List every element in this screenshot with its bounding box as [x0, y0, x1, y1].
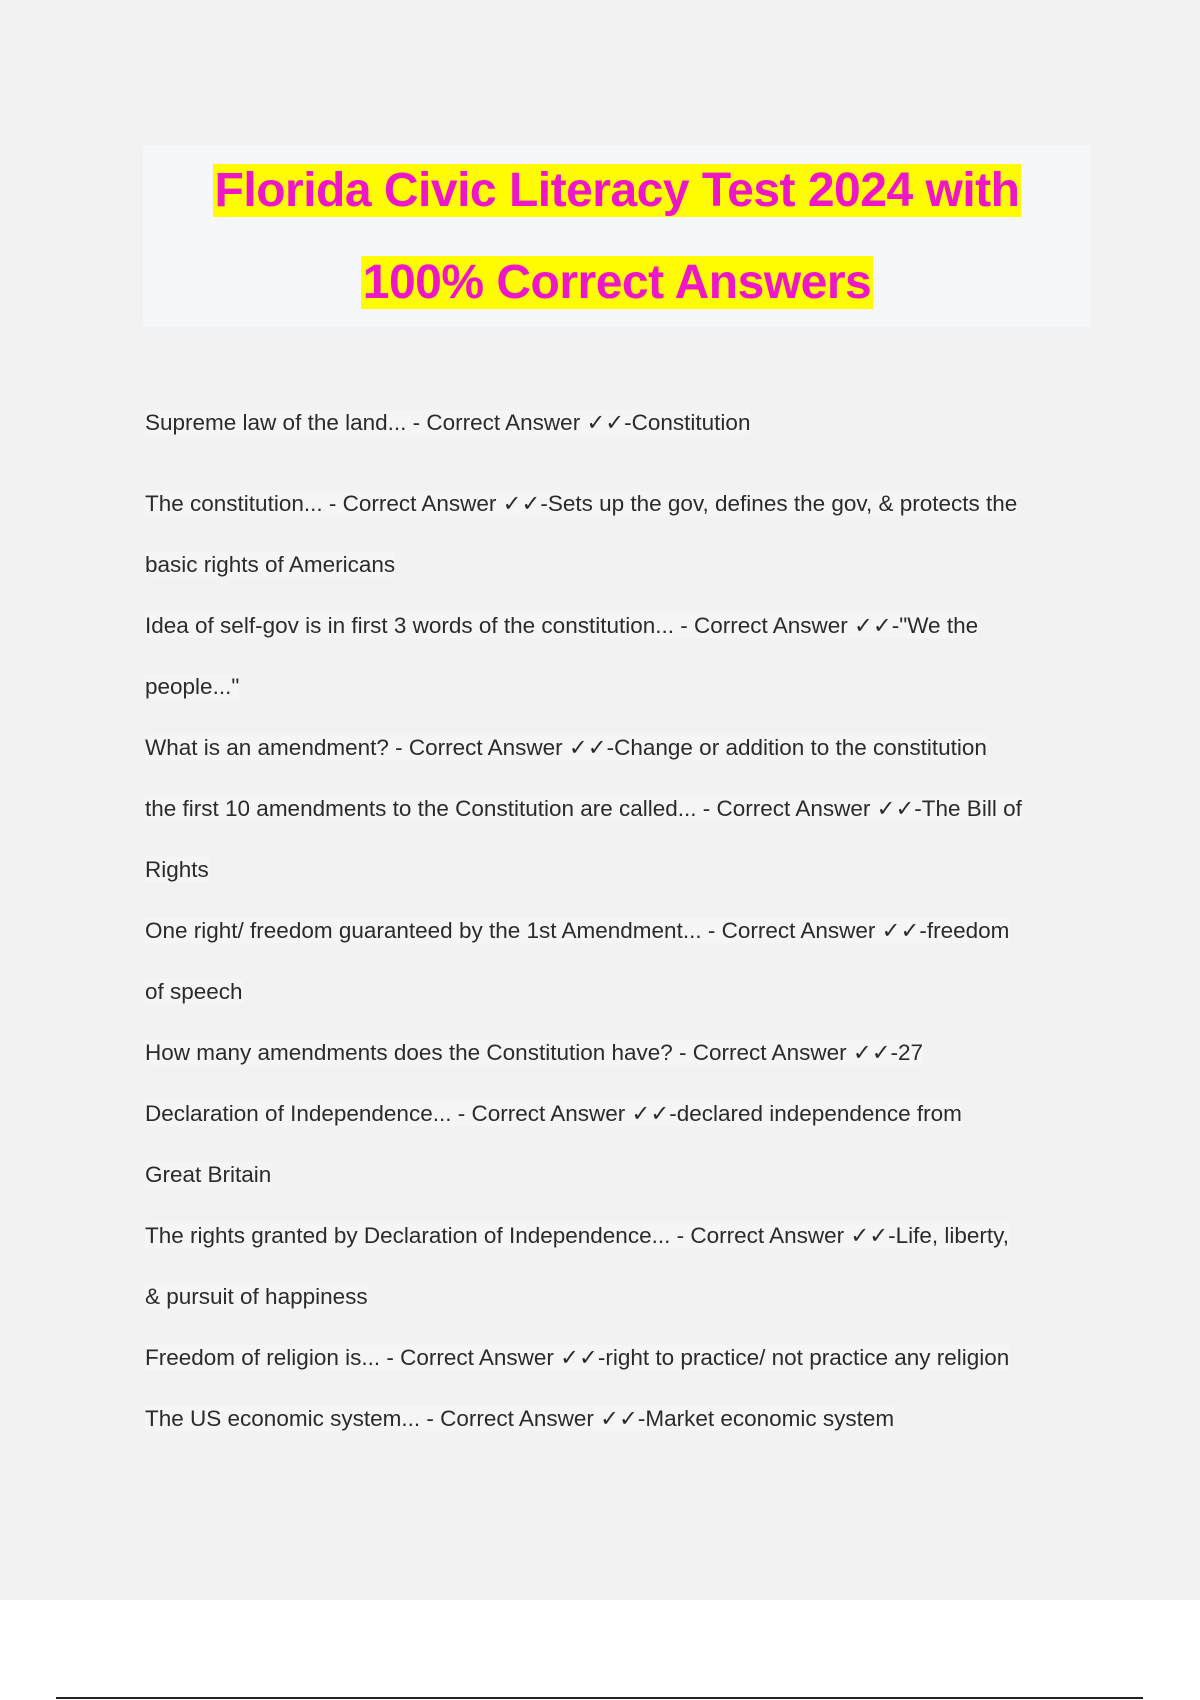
qa-list [145, 392, 1095, 1449]
qa-line: Great Britain [145, 1162, 272, 1187]
qa-line: basic rights of Americans [145, 552, 396, 577]
qa-line: Idea of self-gov is in first 3 words of the constitution... - Correct Answer ✓✓-"We the [145, 613, 979, 638]
qa-line: & pursuit of happiness [145, 1284, 368, 1309]
title-text-1: Florida Civic Literacy Test 2024 with [214, 164, 1020, 217]
qa-line: One right/ freedom guaranteed by the 1st Amendment... - Correct Answer ✓✓-freedom [145, 918, 1010, 943]
qa-line: of speech [145, 979, 243, 1004]
qa-line: Rights [145, 857, 209, 882]
title-line-2 [143, 237, 1091, 329]
qa-line: Supreme law of the land... - Correct Answer ✓✓-Constitution [145, 410, 751, 435]
qa-line: the first 10 amendments to the Constitution are called... - Correct Answer ✓✓-The Bill of [145, 796, 1022, 821]
qa-line: people..." [145, 674, 240, 699]
title-text-2: 100% Correct Answers [362, 256, 872, 309]
qa-line: Declaration of Independence... - Correct Answer ✓✓-declared independence from [145, 1101, 962, 1126]
qa-line: What is an amendment? - Correct Answer ✓✓-Change or addition to the constitution [145, 735, 987, 760]
title-block [143, 145, 1091, 327]
qa-line: The US economic system... - Correct Answer ✓✓-Market economic system [145, 1406, 895, 1431]
qa-line: The constitution... - Correct Answer ✓✓-Sets up the gov, defines the gov, & protects the [145, 491, 1018, 516]
qa-line: The rights granted by Declaration of Independence... - Correct Answer ✓✓-Life, liberty, [145, 1223, 1009, 1248]
footer-divider [56, 1697, 1143, 1699]
title-line-1 [143, 145, 1091, 237]
qa-line: Freedom of religion is... - Correct Answer ✓✓-right to practice/ not practice any religion [145, 1345, 1010, 1370]
qa-line: How many amendments does the Constitution have? - Correct Answer ✓✓-27 [145, 1040, 924, 1065]
